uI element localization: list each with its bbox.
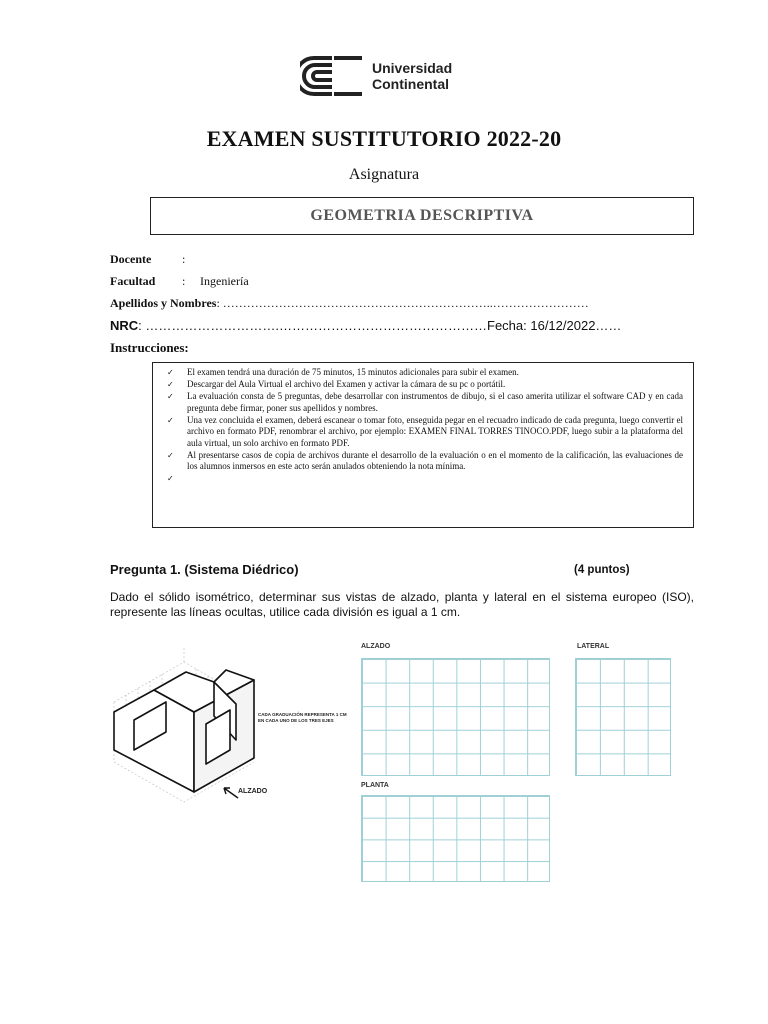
docente-label: Docente (110, 252, 152, 266)
instructions-title: Instrucciones: (110, 340, 189, 355)
facultad-colon: : (182, 274, 186, 288)
facultad-field (110, 274, 249, 289)
check-icon: ✓ (167, 415, 174, 425)
docente-colon: : (182, 252, 186, 266)
apellidos-field (110, 296, 589, 311)
isometric-solid-drawing (106, 640, 346, 810)
apellidos-label: Apellidos y Nombres (110, 296, 217, 310)
question-1-title: Pregunta 1. (Sistema Diédrico) (110, 562, 299, 577)
subject-box (150, 197, 694, 235)
arrow-icon (224, 788, 238, 798)
instruction-text: La evaluación consta de 5 preguntas, debe desarrollar con instrumentos de dibujo, si el caso amerita utilizar el software CAD y en cada pregunta debe firmar, poner sus apellidos y nombres. (187, 391, 683, 413)
grid-planta-label: PLANTA (361, 782, 389, 789)
instructions-box (152, 362, 694, 528)
instruction-text: Una vez concluida el examen, deberá escanear o tomar foto, enseguida pegar en el recuadro indicado de cada pregunta, luego convertir el archivo en formato PDF, renombrar el archivo, por ejemplo: EXAMEN FINAL TORRES TINOCO.PDF, luego subir a la plataforma del aula virtual, un solo archivo en formato PDF. (187, 414, 683, 448)
grid-planta[interactable] (361, 795, 550, 882)
continental-c-logo-icon (300, 56, 364, 96)
check-icon: ✓ (167, 368, 174, 377)
instruction-item (163, 379, 683, 391)
instruction-text: El examen tendrá una duración de 75 minutos, 15 minutos adicionales para subir el examen. (187, 367, 519, 377)
question-1-body: Dado el sólido isométrico, determinar sus vistas de alzado, planta y lateral en el sistema europeo (ISO), represente las líneas ocultas, utilice cada división es igual a 1 cm. (110, 590, 694, 619)
instruction-text: Descargar del Aula Virtual el archivo del Examen y activar la cámara de su pc o portátil. (187, 379, 506, 389)
check-icon: ✓ (167, 450, 174, 460)
subject-label: Asignatura (348, 166, 420, 183)
instruction-item (163, 450, 683, 473)
docente-field (110, 252, 185, 267)
grid-alzado[interactable] (361, 658, 550, 776)
university-line1: Universidad (372, 60, 453, 76)
nrc-dots-and-date: : ………………………….…………………………………………Fecha: 16/12/2022…… (138, 318, 622, 333)
check-icon: ✓ (167, 380, 174, 389)
nrc-label: NRC (110, 318, 139, 333)
grid-lateral[interactable] (575, 658, 671, 776)
exam-title: EXAMEN SUSTITUTORIO 2022-20 (206, 126, 562, 151)
instruction-text: Al presentarse casos de copia de archivos durante el desarrollo de la evaluación o en el momento de la calificación, las evaluaciones de los alumnos inmersos en este acto serán anulados obteniendo la nota mínima. (187, 449, 683, 471)
check-icon: ✓ (167, 392, 174, 401)
apellidos-dots: : …………………………………………………………..…………………… (216, 296, 589, 310)
question-1-points: (4 puntos) (574, 564, 630, 576)
instructions-list (163, 367, 683, 483)
iso-graduation-note: CADA GRADUACIÓN REPRESENTA 1 CM EN CADA UNO DE LOS TRES EJES (258, 712, 347, 723)
subject-name: GEOMETRIA DESCRIPTIVA (310, 207, 534, 224)
facultad-label: Facultad (110, 274, 156, 288)
grid-alzado-label: ALZADO (361, 643, 391, 650)
nrc-field (110, 318, 621, 333)
university-name (372, 60, 452, 92)
university-line2: Continental (372, 76, 449, 92)
instruction-item (163, 391, 683, 414)
university-logo (300, 54, 480, 98)
instruction-item (163, 367, 683, 379)
grid-lateral-label: LATERAL (577, 643, 610, 650)
check-icon: ✓ (167, 474, 174, 483)
facultad-value: Ingeniería (200, 274, 249, 288)
instruction-item (163, 415, 683, 450)
iso-alzado-label: ALZADO (238, 788, 268, 795)
